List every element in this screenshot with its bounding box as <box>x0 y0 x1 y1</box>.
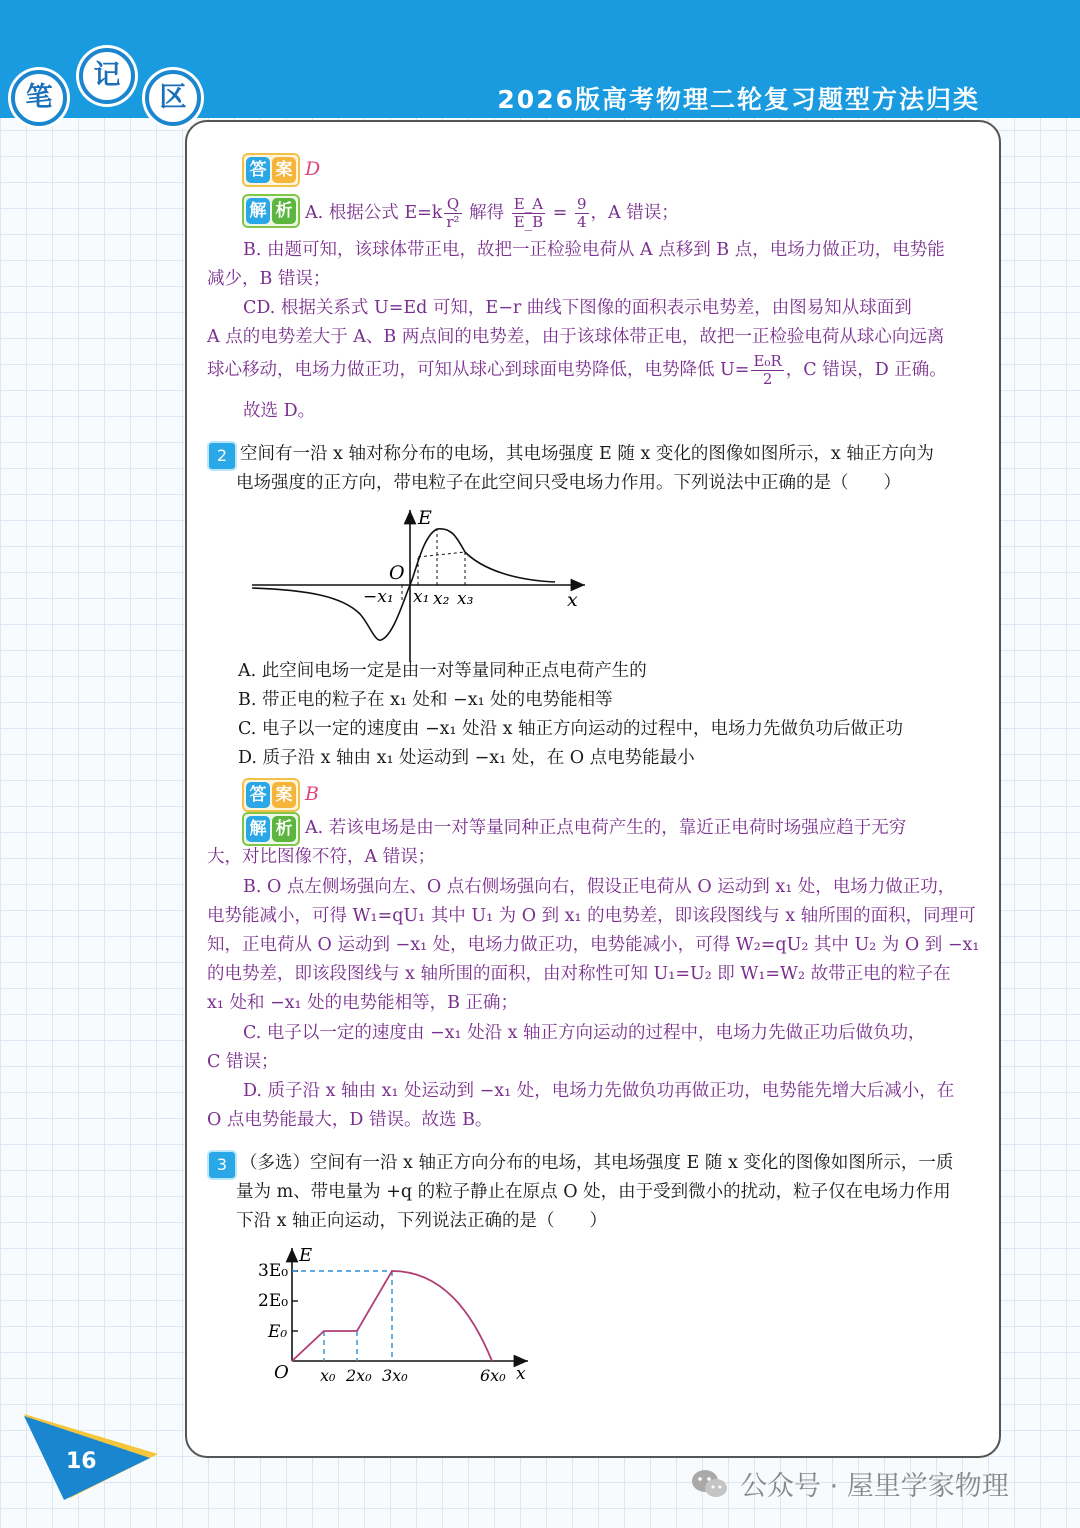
content-panel <box>185 120 1001 1458</box>
q1-answer: D <box>305 158 321 180</box>
answer-badge: 答 案 <box>242 778 300 812</box>
q3-number: 3 <box>207 1150 237 1180</box>
analysis-badge: 解 析 <box>242 812 300 846</box>
q2-origin-label: O <box>389 562 405 584</box>
q1-analysis-cd2: A 点的电势差大于 A、B 两点间的电势差，由于该球体带正电，故把一正检验电荷从球心向远离 <box>207 327 945 347</box>
q1-analysis-a: A. 根据公式 E=k $\frac{Q}{\text{r²}}$ 解得 $\frac{E\_A}{E\_B}$ = $\frac{9}{4}$ ，A 错误； <box>305 195 679 231</box>
q1-conclusion: 故选 D。 <box>243 401 316 421</box>
q3-tick-e0: E₀ <box>268 1322 288 1342</box>
q1-analysis-b1: B. 由题可知，该球体带正电，故把一正检验电荷从 A 点移到 B 点，电场力做正功，电势能 <box>243 240 945 260</box>
q2-tick-neg-x1: −x₁ <box>363 587 394 607</box>
analysis-badge: 解 析 <box>242 194 300 228</box>
watermark <box>690 1464 1009 1503</box>
answer-badge: 答 案 <box>242 153 300 187</box>
page-number: 16 <box>66 1449 97 1474</box>
q1-analysis-cd3: 球心移动，电场力做正功，可知从球心到球面电势降低，电势降低 U= $\frac{\text{E₀R}}{2}$ ，C 错误，D 正确。 <box>207 352 947 388</box>
q3-x-label: x <box>516 1364 526 1384</box>
header-circle-1: 笔 <box>11 70 67 126</box>
q2-analysis-line: 电势能减小，可得 W₁=qU₁ 其中 U₁ 为 O 到 x₁ 的电势差，即该段图线与 x 轴所围的面积，同理可 <box>207 906 976 926</box>
q2-option-b: B. 带正电的粒子在 x₁ 处和 −x₁ 处的电势能相等 <box>238 690 613 710</box>
q3-tick-2e0: 2E₀ <box>258 1291 289 1311</box>
q2-x-label: x <box>567 589 578 611</box>
q3-tick-3x0: 3x₀ <box>382 1366 408 1385</box>
q2-graph <box>247 502 607 662</box>
q1-analysis-cd1: CD. 根据关系式 U=Ed 可知，E−r 曲线下图像的面积表示电势差，由图易知从球面到 <box>243 298 912 318</box>
q2-analysis-line: B. O 点左侧场强向左、O 点右侧场强向右，假设正电荷从 O 运动到 x₁ 处，电场力做正功， <box>243 877 956 897</box>
q3-origin-label: O <box>274 1362 289 1383</box>
q2-tick-x1: x₁ <box>413 587 430 607</box>
q3-tick-3e0: 3E₀ <box>258 1261 289 1281</box>
q2-analysis-line: D. 质子沿 x 轴由 x₁ 处运动到 −x₁ 处，电场力先做负功再做正功，电势能先增大后减小，在 <box>243 1081 955 1101</box>
q3-stem-1: （多选）空间有一沿 x 轴正方向分布的电场，其电场强度 E 随 x 变化的图像如图所示，一质 <box>240 1153 954 1173</box>
q2-tick-x3: x₃ <box>457 589 474 609</box>
q2-analysis-line: 大，对比图像不符，A 错误； <box>207 847 436 867</box>
q3-e-label: E <box>299 1245 313 1266</box>
q2-option-a: A. 此空间电场一定是由一对等量同种正点电荷产生的 <box>238 661 647 681</box>
header-circle-2: 记 <box>79 48 135 104</box>
wechat-icon <box>690 1468 730 1500</box>
q1-analysis-b2: 减少，B 错误； <box>207 269 331 289</box>
q2-analysis-line: 的电势差，即该段图线与 x 轴所围的面积，由对称性可知 U₁=U₂ 即 W₁=W₂ 故带正电的粒子在 <box>207 964 951 984</box>
q3-tick-x0: x₀ <box>320 1366 336 1385</box>
q2-number: 2 <box>207 441 237 471</box>
q3-graph <box>252 1242 552 1392</box>
q2-answer: B <box>305 783 319 805</box>
q2-tick-x2: x₂ <box>433 589 450 609</box>
q2-analysis-line: C 错误； <box>207 1052 279 1072</box>
q3-stem-2: 量为 m、带电量为 +q 的粒子静止在原点 O 处，由于受到微小的扰动，粒子仅在电场力作用 <box>236 1182 951 1202</box>
q2-analysis-line: C. 电子以一定的速度由 −x₁ 处沿 x 轴正方向运动的过程中，电场力先做正功后做负功， <box>243 1023 926 1043</box>
q2-option-d: D. 质子沿 x 轴由 x₁ 处运动到 −x₁ 处，在 O 点电势能最小 <box>238 748 695 768</box>
q2-analysis-line: x₁ 处和 −x₁ 处的电势能相等，B 正确； <box>207 993 519 1013</box>
q3-tick-6x0: 6x₀ <box>480 1366 506 1385</box>
watermark-text: 公众号 · 屋里学家物理 <box>740 1471 1009 1502</box>
q3-stem-3: 下沿 x 轴正向运动，下列说法正确的是（ ） <box>236 1211 607 1231</box>
q2-option-c: C. 电子以一定的速度由 −x₁ 处沿 x 轴正方向运动的过程中，电场力先做负功后做正功 <box>238 719 904 739</box>
q2-analysis-line: A. 若该电场是由一对等量同种正点电荷产生的，靠近正电荷时场强应趋于无穷 <box>305 818 907 838</box>
q2-e-label: E <box>418 507 432 529</box>
book-title: 2026版高考物理二轮复习题型方法归类 <box>497 85 980 114</box>
header-circle-3: 区 <box>145 70 201 126</box>
q2-stem-2: 电场强度的正方向，带电粒子在此空间只受电场力作用。下列说法中正确的是（ ） <box>236 473 901 493</box>
q2-analysis-line: 知，正电荷从 O 运动到 −x₁ 处，电场力做正功，电势能减小，可得 W₂=qU₂ 其中 U₂ 为 O 到 −x₁ <box>207 935 980 955</box>
q2-analysis-line: O 点电势能最大，D 错误。故选 B。 <box>207 1110 493 1130</box>
q3-tick-2x0: 2x₀ <box>346 1366 372 1385</box>
q2-stem-1: 空间有一沿 x 轴对称分布的电场，其电场强度 E 随 x 变化的图像如图所示，x 轴正方向为 <box>240 444 934 464</box>
